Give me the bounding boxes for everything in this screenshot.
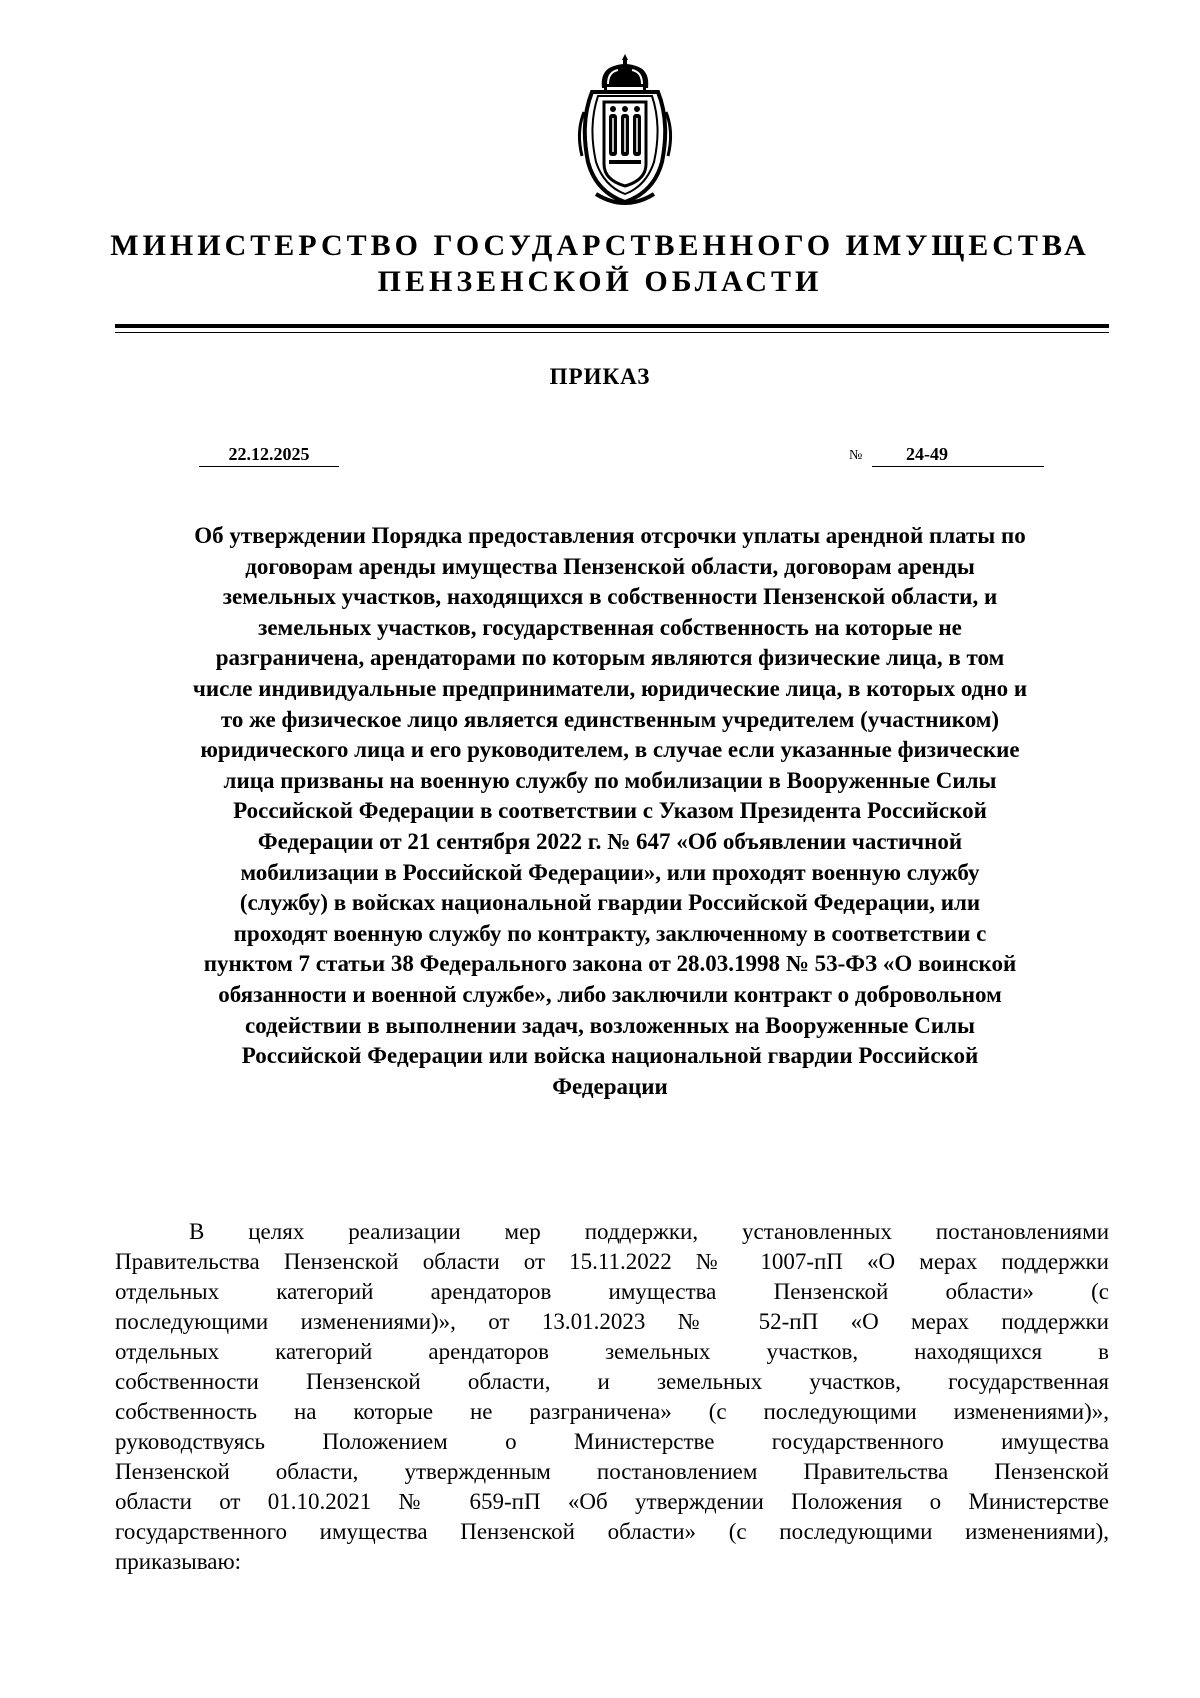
body-line: последующими изменениями)», от 13.01.2023 № 52-пП «О мерах поддержки (115, 1309, 1109, 1334)
title-line: числе индивидуальные предприниматели, юридические лица, в которых одно и (192, 675, 1028, 701)
title-line: обязанности и военной службе», либо заключили контракт о добровольном (218, 981, 1002, 1007)
order-date: 22.12.2025 (199, 443, 339, 467)
body-line-final: приказываю: (115, 1549, 242, 1574)
coat-of-arms-icon (574, 52, 676, 208)
title-line: содействии в выполнении задач, возложенных на Вооруженные Силы (244, 1012, 975, 1038)
document-type: ПРИКАЗ (549, 364, 651, 389)
title-line: Об утверждении Порядка предоставления отсрочки уплаты арендной платы по (194, 523, 1026, 548)
order-title (110, 521, 1110, 1102)
title-line: Федерации от 21 сентября 2022 г. № 647 «Об объявлении частичной (257, 828, 963, 854)
body-line: собственности Пензенской области, и земельных участков, государственная (115, 1369, 1109, 1394)
body-line: руководствуясь Положением о Министерстве государственного имущества (115, 1429, 1109, 1454)
body-line: Пензенской области, утвержденным постановлением Правительства Пензенской (115, 1459, 1109, 1484)
body-line: области от 01.10.2021 № 659-пП «Об утверждении Положения о Министерстве (115, 1489, 1109, 1514)
order-number (872, 443, 1044, 467)
header-divider-thin (115, 332, 1109, 333)
title-line: Российской Федерации в соответствии с Указом Президента Российской (233, 798, 987, 824)
title-line: проходят военную службу по контракту, заключенному в соответствии с (233, 920, 987, 946)
title-line: (службу) в войсках национальной гвардии Российской Федерации, или (239, 890, 981, 916)
body-line: отдельных категорий арендаторов земельных участков, находящихся в (115, 1339, 1109, 1364)
body-line: собственность на которые не разграничена» (с последующими изменениями)», (115, 1399, 1109, 1424)
title-line: мобилизации в Российской Федерации», или проходят военную службу (240, 859, 980, 885)
title-line: Федерации (552, 1073, 668, 1099)
title-line: договорам аренды имущества Пензенской области, договорам аренды (245, 553, 975, 579)
body-line: государственного имущества Пензенской области» (с последующими изменениями), (115, 1519, 1109, 1544)
order-number-value: 24-49 (906, 444, 948, 464)
body-line: Правительства Пензенской области от 15.11.2022 № 1007-пП «О мерах поддержки (115, 1249, 1109, 1274)
title-line: разграничена, арендаторами по которым являются физические лица, в том (215, 645, 1005, 671)
title-line: земельных участков, находящихся в собственности Пензенской области, и (222, 584, 998, 610)
body-line: В целях реализации мер поддержки, установленных постановлениями (189, 1219, 1109, 1244)
number-sign: № (849, 448, 863, 463)
body-line: отдельных категорий арендаторов имущества Пензенской области» (с (115, 1279, 1109, 1304)
ministry-name-line2: ПЕНЗЕНСКОЙ ОБЛАСТИ (377, 265, 823, 298)
title-line: юридического лица и его руководителем, в случае если указанные физические (200, 737, 1020, 763)
title-line: земельных участков, государственная собственность на которые не (258, 614, 962, 640)
title-line: лица призваны на военную службу по мобилизации в Вооруженные Силы (223, 767, 997, 793)
ministry-name-line1: МИНИСТЕРСТВО ГОСУДАРСТВЕННОГО ИМУЩЕСТВА (110, 229, 1090, 262)
title-line: Российской Федерации или войска национальной гвардии Российской (241, 1043, 979, 1069)
title-line: пунктом 7 статьи 38 Федерального закона от 28.03.1998 № 53-ФЗ «О воинской (203, 951, 1017, 977)
title-line: то же физическое лицо является единственным учредителем (участником) (220, 706, 1000, 732)
header-divider-thick (115, 324, 1109, 328)
preamble-paragraph (115, 1217, 1109, 1577)
